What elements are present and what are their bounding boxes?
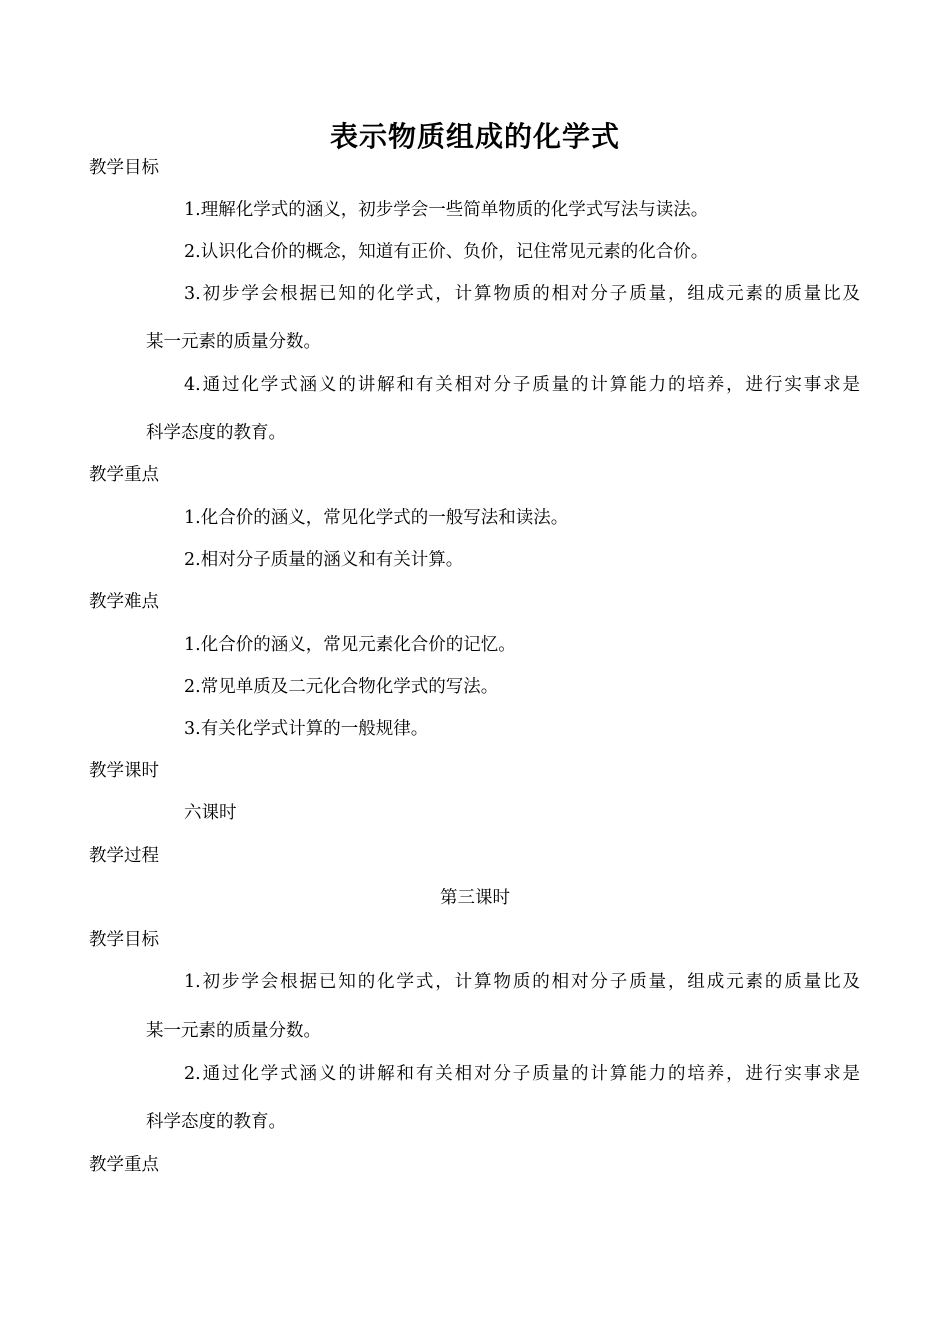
objective-item-1: 1.理解化学式的涵义，初步学会一些简单物质的化学式写法与读法。 (184, 200, 709, 220)
heading-key-points: 教学重点 (89, 465, 159, 485)
document-title: 表示物质组成的化学式 (329, 120, 620, 153)
objective-item-3: 3.初步学会根据已知的化学式，计算物质的相对分子质量，组成元素的质量比及 (184, 284, 860, 304)
key-point-item-2: 2.相对分子质量的涵义和有关计算。 (184, 550, 464, 570)
heading-process: 教学过程 (89, 846, 159, 866)
difficulty-item-3: 3.有关化学式计算的一般规律。 (184, 719, 429, 739)
lesson-heading-objectives: 教学目标 (89, 930, 159, 950)
lesson-objective-item-1: 1.初步学会根据已知的化学式，计算物质的相对分子质量，组成元素的质量比及 (184, 972, 860, 992)
objective-item-4: 4.通过化学式涵义的讲解和有关相对分子质量的计算能力的培养，进行实事求是 (184, 375, 860, 395)
difficulty-item-2: 2.常见单质及二元化合物化学式的写法。 (184, 677, 499, 697)
heading-hours: 教学课时 (89, 761, 159, 781)
lesson-heading-key-points: 教学重点 (89, 1155, 159, 1175)
key-point-item-1: 1.化合价的涵义，常见化学式的一般写法和读法。 (184, 508, 569, 528)
lesson-title: 第三课时 (440, 888, 510, 908)
difficulty-item-1: 1.化合价的涵义，常见元素化合价的记忆。 (184, 635, 516, 655)
lesson-objective-item-2-cont: 科学态度的教育。 (146, 1112, 286, 1132)
hours-value: 六课时 (184, 803, 237, 823)
lesson-objective-item-1-cont: 某一元素的质量分数。 (146, 1021, 321, 1041)
objective-item-3-cont: 某一元素的质量分数。 (146, 332, 321, 352)
objective-item-4-cont: 科学态度的教育。 (146, 423, 286, 443)
lesson-objective-item-2: 2.通过化学式涵义的讲解和有关相对分子质量的计算能力的培养，进行实事求是 (184, 1064, 860, 1084)
objective-item-2: 2.认识化合价的概念，知道有正价、负价，记住常见元素的化合价。 (184, 242, 709, 262)
heading-difficulties: 教学难点 (89, 592, 159, 612)
heading-objectives: 教学目标 (89, 158, 159, 178)
